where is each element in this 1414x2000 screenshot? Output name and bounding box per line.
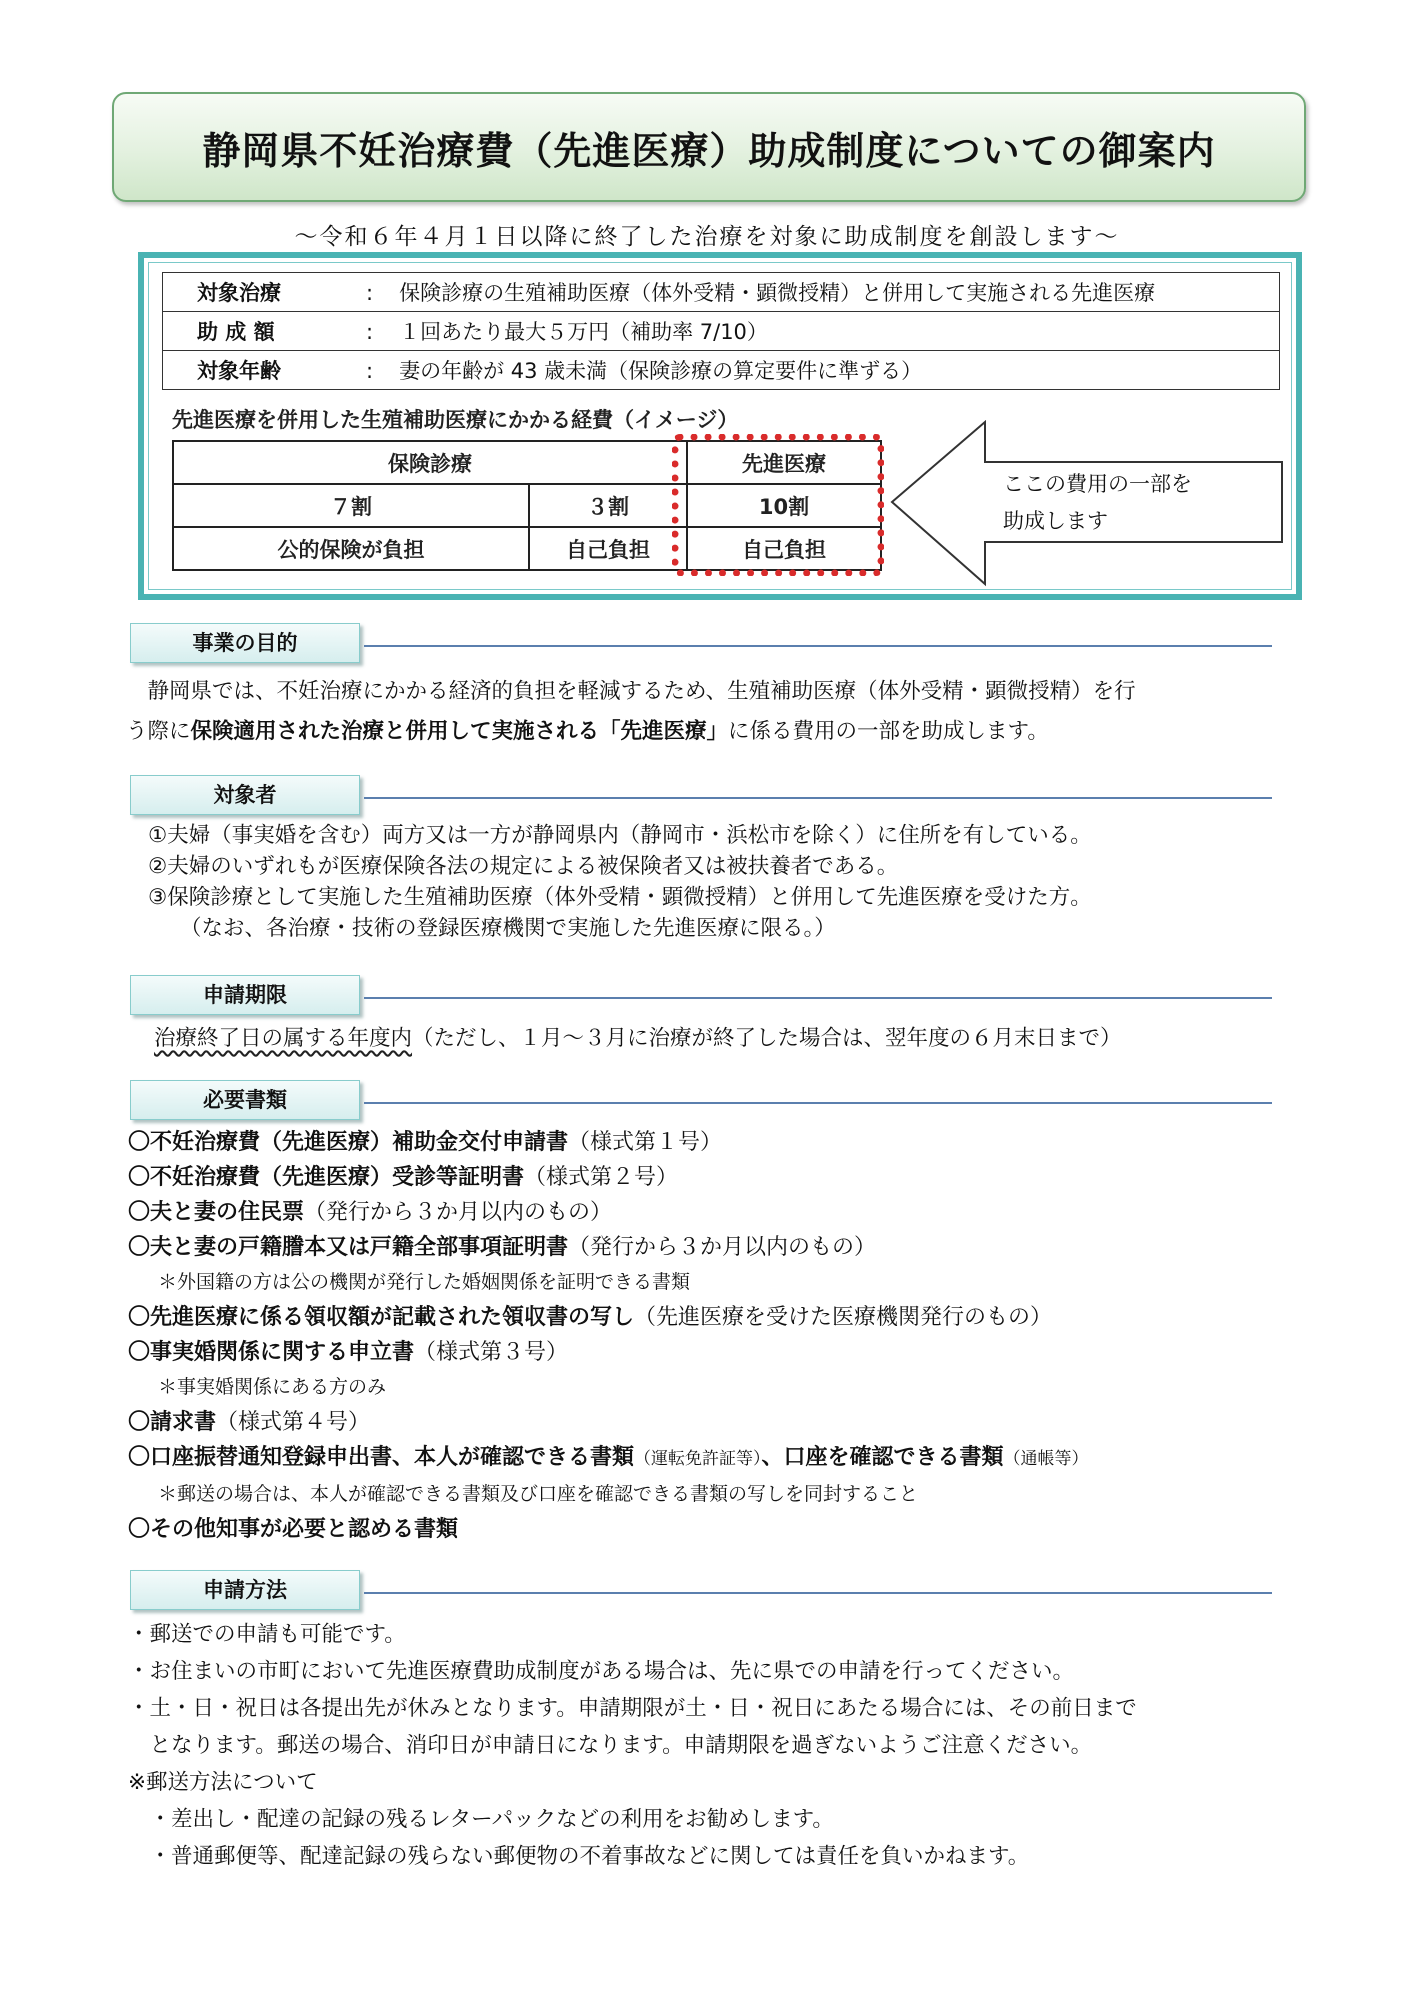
target-list [148,820,1298,944]
list-item: ③保険診療として実施した生殖補助医療（体外受精・顕微授精）と併用して先進医療を受けた方。 [148,885,1092,910]
section-divider [364,645,1272,647]
list-note: ＊外国籍の方は公の機関が発行した婚姻関係を証明できる書類 [158,1271,691,1293]
subtitle: ～令和６年４月１日以降に終了した治療を対象に助成制度を創設します～ [294,224,1120,250]
section-divider [364,997,1272,999]
list-item: ・郵送での申請も可能です。 [128,1622,406,1647]
deadline-text: 治療終了日の属する年度内（ただし、１月～３月に治療が終了した場合は、翌年度の６月末日まで） [154,1026,1122,1051]
list-item: 〇口座振替通知登録申出書、本人が確認できる書類（運転免許証等）、口座を確認できる書類（通帳等） [128,1445,1089,1470]
callout-text: ここの費用の一部を 助成します [1003,472,1192,533]
title-banner [112,92,1306,202]
table-row [163,351,1280,390]
page-title: 静岡県不妊治療費（先進医療）助成制度についての御案内 [202,128,1216,173]
section-divider [364,797,1272,799]
list-note: ＊郵送の場合は、本人が確認できる書類及び口座を確認できる書類の写しを同封すること [158,1483,919,1505]
table-row [163,273,1280,312]
list-item: ・差出し・配達の記録の残るレターパックなどの利用をお勧めします。 [128,1807,834,1832]
payer-public: 公的保険が負担 [173,527,529,570]
method-list [128,1616,1308,1875]
row-label: 対象治療 [163,273,363,312]
table-row [163,312,1280,351]
cost-image-caption: 先進医療を併用した生殖補助医療にかかる経費（イメージ） [172,408,739,432]
section-heading-deadline: 申請期限 [130,975,360,1015]
payer-self: 自己負担 [529,527,687,570]
list-item: ・土・日・祝日は各提出先が休みとなります。申請期限が土・日・祝日にあたる場合には、その前日まで [128,1696,1137,1721]
payer-advanced: 自己負担 [687,527,881,570]
list-item: ②夫婦のいずれもが医療保険各法の規定による被保険者又は被扶養者である。 [148,854,899,879]
documents-list [128,1125,1308,1547]
list-item: ①夫婦（事実婚を含む）両方又は一方が静岡県内（静岡市・浜松市を除く）に住所を有している。 [148,823,1092,848]
row-label: 助 成 額 [163,312,363,351]
advanced-highlight-dotted [672,434,884,576]
list-item: 〇先進医療に係る領収額が記載された領収書の写し（先進医療を受けた医療機関発行のもの） [128,1305,1053,1330]
section-heading-target: 対象者 [130,775,360,815]
ratio-advanced: 10割 [687,484,881,527]
section-divider [364,1592,1272,1594]
list-item: 〇不妊治療費（先進医療）補助金交付申請書（様式第１号） [128,1130,723,1155]
list-item: （なお、各治療・技術の登録医療機関で実施した先進医療に限る。） [180,916,836,941]
list-item: 〇事実婚関係に関する申立書（様式第３号） [128,1340,569,1365]
list-item: 〇不妊治療費（先進医療）受診等証明書（様式第２号） [128,1165,679,1190]
list-item: 〇その他知事が必要と認める書類 [128,1517,459,1542]
deadline-emphasis: 治療終了日の属する年度内 [154,1026,413,1051]
row-value: : 保険診療の生殖補助医療（体外受精・顕微授精）と併用して実施される先進医療 [362,273,1280,312]
list-item: ・お住まいの市町において先進医療費助成制度がある場合は、先に県での申請を行ってください。 [128,1659,1075,1684]
row-label: 対象年齢 [163,351,363,390]
section-divider [364,1102,1272,1104]
purpose-text: 静岡県では、不妊治療にかかる経済的負担を軽減するため、生殖補助医療（体外受精・顕微授精）を行 う際に保険適用された治療と併用して実施される「先進医療」に係る費用の一部を助成します。 [126,679,1136,744]
advanced-header: 先進医療 [687,441,881,484]
section-heading-purpose: 事業の目的 [130,623,360,663]
list-note: ＊事実婚関係にある方のみ [158,1376,387,1398]
ratio-self: ３割 [529,484,687,527]
ratio-public: ７割 [173,484,529,527]
row-value: : 妻の年齢が 43 歳未満（保険診療の算定要件に準ずる） [362,351,1280,390]
summary-table [162,272,1280,390]
list-item: ・普通郵便等、配達記録の残らない郵便物の不着事故などに関しては責任を負いかねます。 [128,1844,1030,1869]
insurance-header: 保険診療 [173,441,687,484]
list-item: 〇請求書（様式第４号） [128,1410,371,1435]
list-item: となります。郵送の場合、消印日が申請日になります。申請期限を過ぎないようご注意ください。 [128,1733,1093,1758]
row-value: : １回あたり最大５万円（補助率 7/10） [362,312,1280,351]
list-item: ※郵送方法について [128,1770,318,1795]
list-item: 〇夫と妻の戸籍謄本又は戸籍全部事項証明書（発行から３か月以内のもの） [128,1235,877,1260]
list-item: 〇夫と妻の住民票（発行から３か月以内のもの） [128,1200,613,1225]
section-heading-documents: 必要書類 [130,1080,360,1120]
section-heading-method: 申請方法 [130,1570,360,1610]
